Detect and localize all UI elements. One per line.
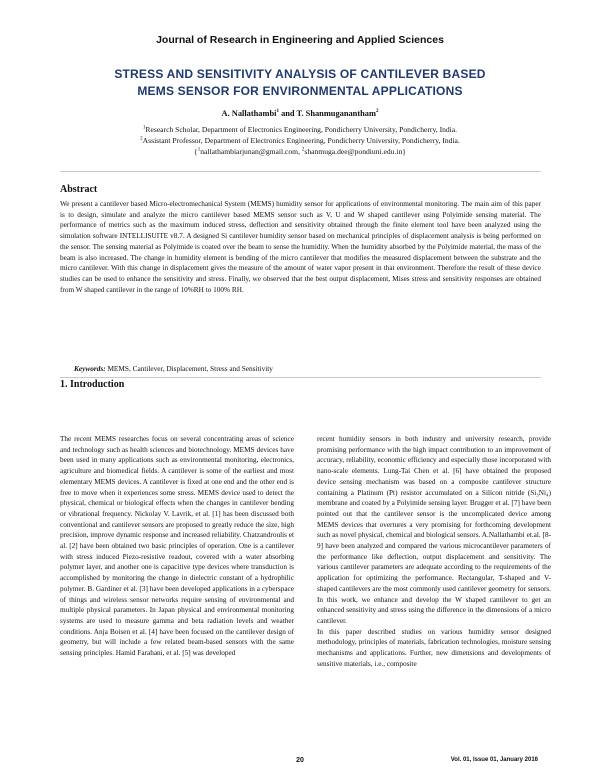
body-column-right [317,434,551,669]
keywords-label: Keywords: [74,364,106,373]
abstract-bottom-rule [60,377,541,378]
author-1-sup: 1 [276,109,279,115]
keywords [74,364,273,373]
affiliation-1 [0,125,600,134]
email-2-sup: 2 [301,147,305,153]
author-list [0,109,600,118]
email-brace: { [194,147,198,156]
email-1: nallathambiarjunan@gmail.com, [200,147,302,156]
author-1: A. Nallathambi [221,109,277,118]
affiliation-2-text: Assistant Professor, Department of Electronics Engineering, Pondicherry University, Pondicherry, India. [142,136,460,145]
body-right-paragraph-2: In this paper described studies on various humidity sensor designed methodology, principles of materials, fabrication technologies, moisture sensing mechanisms and applications. Further, new dimensions and developments of sensitive materials, i.e., composite [317,627,551,668]
author-emails [0,147,600,156]
section-heading-introduction: 1. Introduction [60,379,125,390]
author-2-sup: 2 [375,109,379,115]
affiliation-2-sup: 2 [140,136,143,142]
email-1-sup: 1 [197,147,201,153]
body-column-left: The recent MEMS researches focus on several concentrating areas of science and technology such as health sciences and biotechnology. MEMS devices have been used in many applications such as environmental monitoring, electronics, agriculture and biomedical fields. A cantilever is some of the earliest and most elementary MEMS devices. A cantilever is fixed at one end and the other end is free to move when it experiences some stress. MEMS device used to detect the physical, chemical or biological effects when the changes in cantilever bending or vibrational frequency. Nickolay V. Lavrik, et al. [1] has been discussed both conventional and cantilever sensors are proposed to greatly reduce the size, high precision, improve dynamic response and increased reliability. Chatzandroulis et al. [2] have been obtained two basic principles of operation. One is a cantilever with stress induced Piezo-resistive readout, covered with a water absorbing polymer layer, and another one is capacitive type devices where transduction is accomplished by monitoring the change in dielectric constant of a hydrophilic polymer. B. Gardiner et al. [3] have been developed applications in a cyberspace of things and wireless sensor networks require sensing of environmental and multiple physical parameters. In Japan physical and environmental monitoring systems are used to measure gamma and beta radiation levels and weather conditions. Anja Boisen et al. [4] have been focused on the cantilever design of geometry, but will include a few related beam-based sensors with the same sensing principles. Hamid Farahani, et al. [5] was developed [60,435,294,658]
affiliation-1-text: Research Scholar, Department of Electronics Engineering, Pondicherry University, Pondicherry, India. [145,125,458,134]
abstract-top-rule [60,171,541,172]
affiliation-2 [0,136,600,145]
affiliation-1-sup: 1 [142,125,146,131]
title-line-1: STRESS AND SENSITIVITY ANALYSIS OF CANTILEVER BASED [114,67,486,81]
title-line-2: MEMS SENSOR FOR ENVIRONMENTAL APPLICATIONS [137,84,463,98]
page-number: 20 [296,757,304,764]
paper-title [40,66,560,100]
email-2: shanmuga.dee@pondiuni.edu.in} [304,147,406,156]
abstract-text: We present a cantilever based Micro-electromechanical System (MEMS) humidity sensor for applications of environmental monitoring. The main aim of this paper is to design, simulate and analyze the micro cantilever based MEMS sensor such as V, U and W shaped cantilever using Polyimide sensing material. The performance of metrics such as the maximum induced stress, deflection and sensitivity obtained through the finite element tool have been analyzed using the simulation software INTELLISUITE v8.7. A designed Si cantilever humidity sensor based on mechanical principles of displacement analysis is being performed on the sensor. The sensing material as Polyimide is coated over the beam to sense the humidity. When the humidity absorbed by the Polyimide material, the mass of the beam is also increased. The change in humidity element is bending of the micro cantilever that modifies the measured displacement between the substrate and the micro cantilever. With this change in displacement gives the measure of the amount of water vapor present in that environment. Therefore the result of these device studies can be used to enhance the sensitivity and stress. Finally, we observed that the best output displacement, Mises stress and sensitivity responses are obtained from W shaped cantilever in the range of 10%RH to 100% RH. [60,200,541,294]
keywords-text: MEMS, Cantilever, Displacement, Stress and Sensitivity [105,364,273,373]
volume-info: Vol. 01, Issue 01, January 2016 [450,757,538,763]
journal-name: Journal of Research in Engineering and Applied Sciences [156,34,444,46]
author-2: and T. Shanmuganantham [281,109,376,118]
body-right-paragraph-1: recent humidity sensors in both industry and university research, provide promising performance with the high impact contribution to an improvement of accuracy, reliability, economic efficiency and especially those incorporated with nano-scale elements. Lung-Tai Chen et al. [6] have obtained the proposed device sensing mechanism was based on a composite cantilever structure containing a Platinum (Pt) resistor accumulated on a Silicon nitride (Si₃Ni₄) membrane and coated by a Polyimide sensing layer. Brugger et al. [7] have been pointed out that the cantilever sensor is the uncomplicated device among MEMS devices that overtures a very promising for forthcoming development such as novel physical, chemical and biological sensors. A.Nallathambi et.al. [8-9] have been analyzed and compared the various microcantilever parameters of the performance like deflection, output displacement and sensitivity. The various cantilever parameters are adequate according to the requirements of the application for optimizing the performance. Rectangular, T-shaped and V-shaped cantilevers are the most commonly used cantilever geometry for sensors. In this work, we enhance and develop the W shaped cantilever to get an enhanced sensitivity and stress using the difference in the dimensions of a micro cantilever. [317,435,551,625]
abstract-heading: Abstract [60,184,98,195]
